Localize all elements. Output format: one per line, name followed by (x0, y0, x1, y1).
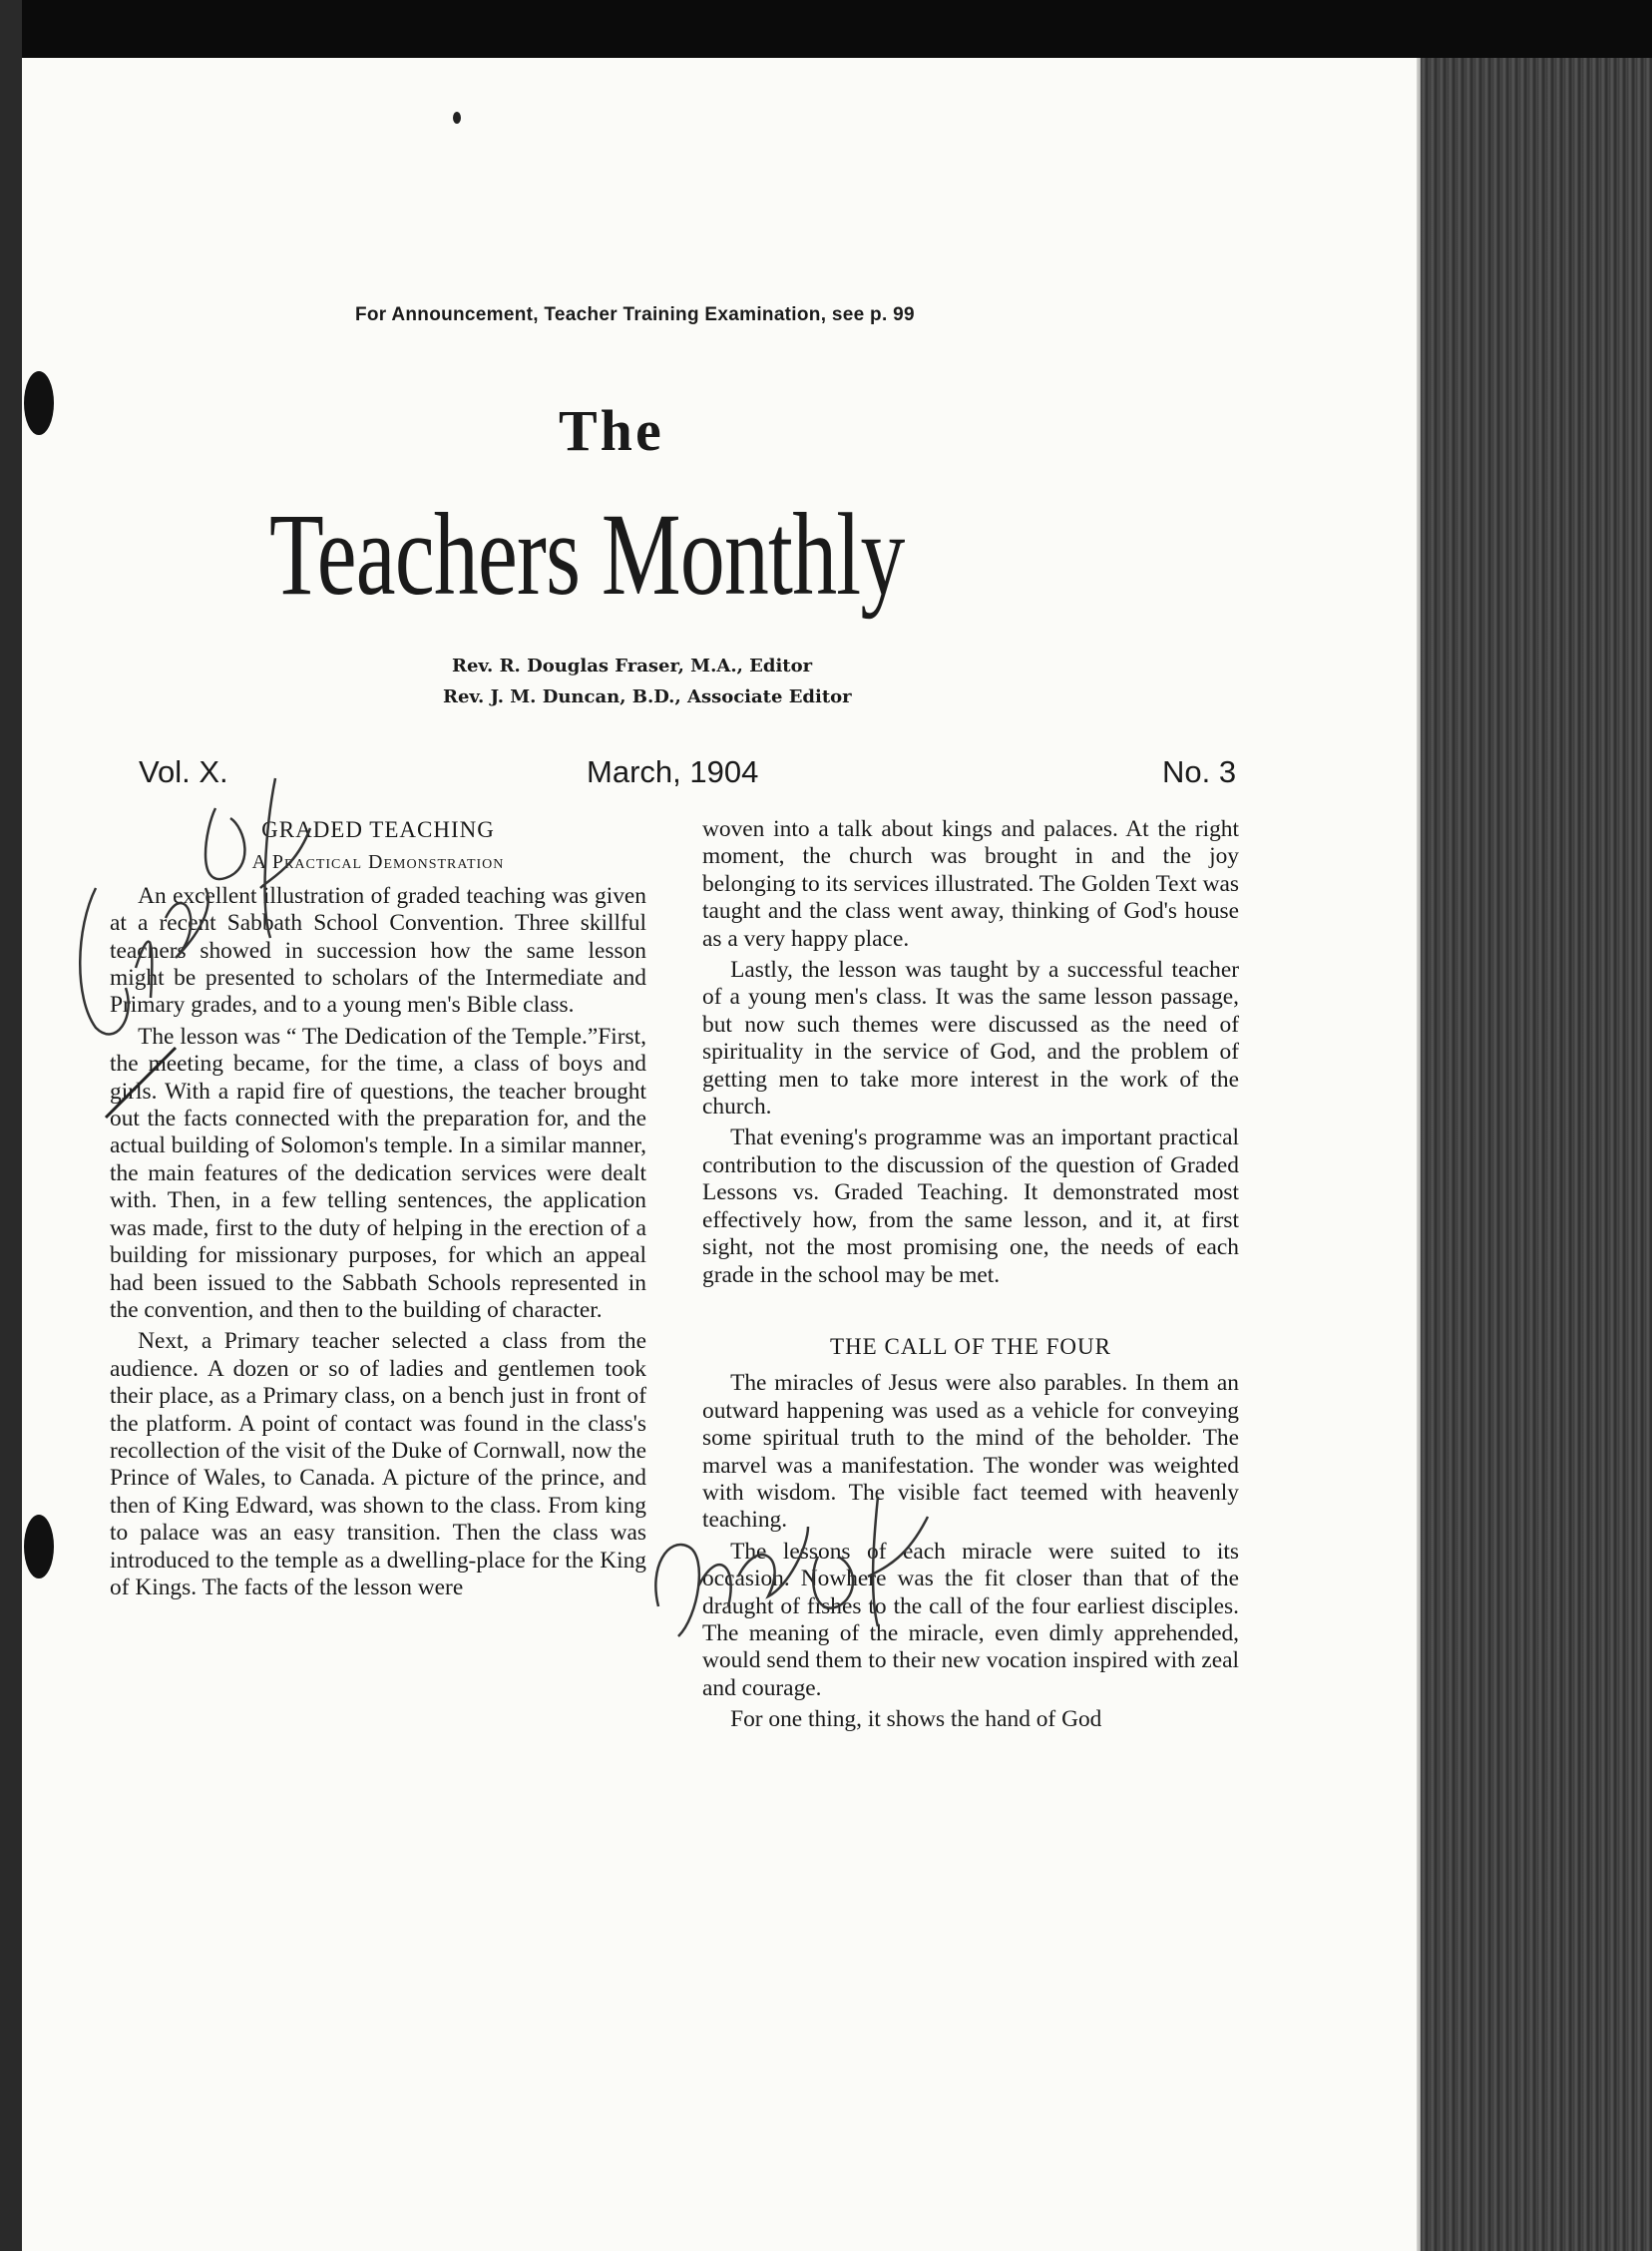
book-page-edges (1421, 58, 1652, 2251)
title-article: The (559, 398, 664, 463)
article-heading: GRADED TEACHING (261, 817, 495, 842)
binding-hole (24, 371, 54, 435)
announcement-line: For Announcement, Teacher Training Examination, see p. 99 (355, 304, 915, 325)
article-subheading: A Practical Demonstration (251, 851, 505, 874)
article-paragraph: The lessons of each miracle were suited to its occasion. Nowhere was the fit closer than that of the draught of fishes to the call of the four earliest disciples. The meaning of the miracle, even dimly apprehended, would send them to their new vocation inspired with zeal and courage. (702, 1538, 1239, 1701)
article-paragraph: For one thing, it shows the hand of God (730, 1706, 1102, 1733)
volume-label: Vol. X. (139, 754, 228, 789)
editor-credit: Rev. R. Douglas Fraser, M.A., Editor (452, 656, 813, 676)
right-column (702, 816, 1239, 1738)
article-paragraph: Lastly, the lesson was taught by a successful teacher of a young men's class. It was the same lesson passage, but now such themes were discussed as the need of spirituality in the service of God, and the problem of getting men to take more interest in the work of the church. (702, 957, 1239, 1121)
article-paragraph: An excellent illustration of graded teaching was given at a recent Sabbath School Convention. Three skillful teachers showed in succession how the same lesson might be presented to scholars of the Intermediate and Primary grades, and to a young men's Bible class. (110, 882, 646, 1019)
associate-editor-credit: Rev. J. M. Duncan, B.D., Associate Editor (443, 686, 852, 707)
article-paragraph: Next, a Primary teacher selected a class from the audience. A dozen or so of ladies and gentlemen took their place, as a Primary class, on a bench just in front of the platform. A point of contact was found in the class's recollection of the visit of the Duke of Cornwall, now the Prince of Wales, to Canada. A picture of the prince, and then of King Edward, was shown to the class. From king to palace was an easy transition. Then the class was introduced to the temple as a dwelling-place for the King of Kings. The facts of the lesson were (110, 1328, 646, 1600)
publication-title: Teachers Monthly (269, 489, 905, 620)
article-paragraph: woven into a talk about kings and palaces. At the right moment, the church was brought in and the joy belonging to its services illustrated. The Golden Text was taught and the class went away, thinking of God's house as a very happy place. (702, 816, 1239, 952)
issue-date: March, 1904 (587, 754, 759, 789)
ink-speck (453, 112, 461, 124)
article-paragraph: That evening's programme was an important practical contribution to the discussion of the question of Graded Lessons vs. Graded Teaching. It demonstrated most effectively how, from the same lesson, and it, at first sight, not the most promising one, the needs of each grade in the school may be met. (702, 1125, 1239, 1288)
article-paragraph: The miracles of Jesus were also parables. In them an outward happening was used as a vehicle for conveying some spiritual truth to the mind of the beholder. The marvel was a manifestation. The wonder was weighted with wisdom. The visible fact teemed with heavenly teaching. (702, 1370, 1239, 1534)
article-heading: THE CALL OF THE FOUR (830, 1333, 1111, 1359)
scan-border (0, 0, 1652, 62)
left-column (110, 816, 646, 1605)
page-gutter (0, 0, 22, 2251)
article-paragraph: The lesson was “ The Dedication of the Temple.”First, the meeting became, for the time, a class of boys and girls. With a rapid fire of questions, the teacher brought out the facts connected with the preparation for, and the actual building of Solomon's temple. In a similar manner, the main features of the dedication services were dealt with. Then, in a few telling sentences, the application was made, first to the duty of helping in the erection of a building for missionary purposes, for which an appeal had been issued to the Sabbath Schools represented in the convention, and then to the building of character. (110, 1023, 646, 1323)
issue-number: No. 3 (1162, 754, 1237, 789)
binding-hole (24, 1515, 54, 1578)
